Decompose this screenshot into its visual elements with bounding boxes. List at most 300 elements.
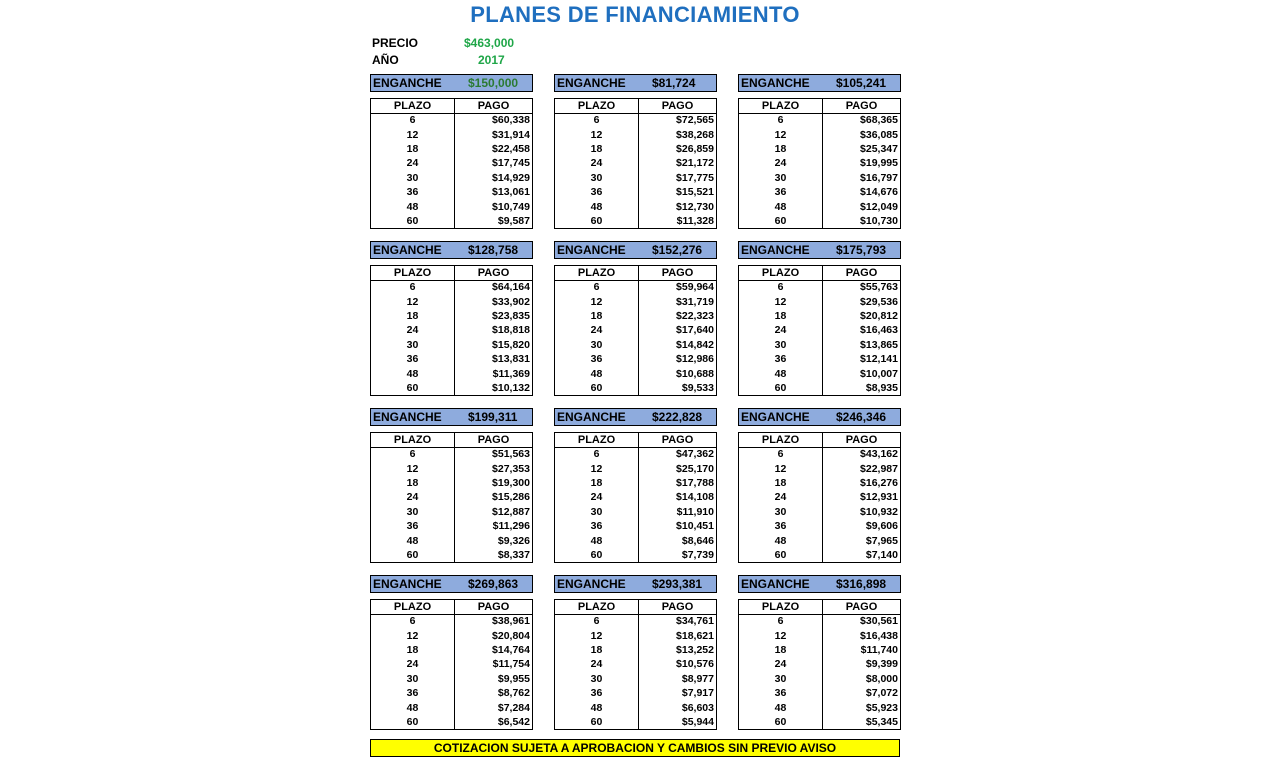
table-row	[739, 171, 901, 185]
table-row	[739, 185, 901, 199]
enganche-label: ENGANCHE	[373, 410, 442, 424]
disclaimer-banner: COTIZACION SUJETA A APROBACION Y CAMBIOS SIN PREVIO AVISO	[370, 739, 900, 757]
table-row	[555, 338, 717, 352]
plazo-cell: 12	[739, 295, 823, 309]
pago-cell: $9,533	[681, 381, 714, 394]
plazo-cell: 60	[555, 214, 639, 228]
plazo-cell: 18	[739, 643, 823, 657]
column-header-pago: PAGO	[455, 600, 533, 615]
plazo-cell: 30	[555, 338, 639, 352]
table-row	[739, 615, 901, 629]
pago-cell: $23,835	[492, 309, 530, 322]
pago-cell: $68,365	[860, 114, 898, 127]
enganche-amount: $152,276	[652, 243, 703, 257]
plazo-cell: 6	[739, 615, 823, 629]
table-row	[555, 462, 717, 476]
enganche-amount: $81,724	[652, 76, 696, 90]
pago-cell: $21,172	[676, 157, 714, 170]
plazo-cell: 48	[739, 200, 823, 214]
table-row	[739, 142, 901, 156]
pago-cell: $26,859	[676, 142, 714, 155]
table-row	[739, 534, 901, 548]
table-row	[555, 128, 717, 142]
pago-cell: $29,536	[860, 295, 898, 308]
pago-cell: $16,276	[860, 476, 898, 489]
plazo-cell: 30	[371, 338, 455, 352]
pago-cell: $11,740	[860, 643, 898, 656]
column-header-plazo: PLAZO	[555, 99, 639, 114]
table-row	[371, 171, 533, 185]
pago-cell: $6,542	[497, 715, 530, 728]
table-row	[739, 324, 901, 338]
enganche-header	[738, 74, 901, 92]
financing-plan	[554, 74, 717, 229]
plazo-cell: 18	[555, 309, 639, 323]
table-row	[371, 548, 533, 562]
plazo-cell: 12	[555, 295, 639, 309]
plazo-cell: 18	[371, 476, 455, 490]
plazo-cell: 30	[739, 505, 823, 519]
pago-cell: $9,399	[865, 658, 898, 671]
pago-cell: $7,917	[681, 687, 714, 700]
plazo-cell: 30	[371, 171, 455, 185]
column-header-plazo: PLAZO	[371, 99, 455, 114]
enganche-amount: $293,381	[652, 577, 703, 591]
pago-cell: $31,914	[492, 128, 530, 141]
plazo-cell: 48	[371, 701, 455, 715]
pago-cell: $14,108	[676, 491, 714, 504]
payment-table	[554, 98, 717, 229]
table-row	[371, 157, 533, 171]
plazo-cell: 6	[371, 615, 455, 629]
pago-cell: $9,587	[497, 214, 530, 227]
plazo-cell: 6	[739, 114, 823, 128]
plazo-cell: 18	[739, 476, 823, 490]
pago-cell: $36,085	[860, 128, 898, 141]
plazo-cell: 60	[371, 715, 455, 729]
plazo-cell: 18	[371, 142, 455, 156]
financing-plan	[554, 575, 717, 730]
column-header-pago: PAGO	[455, 99, 533, 114]
pago-cell: $17,775	[676, 171, 714, 184]
table-row	[739, 352, 901, 366]
pago-cell: $60,338	[492, 114, 530, 127]
pago-cell: $16,438	[860, 629, 898, 642]
enganche-label: ENGANCHE	[557, 410, 626, 424]
pago-cell: $17,745	[492, 157, 530, 170]
payment-table	[738, 599, 901, 730]
plazo-cell: 12	[739, 462, 823, 476]
plazo-cell: 12	[371, 629, 455, 643]
table-row	[371, 476, 533, 490]
enganche-header	[370, 241, 533, 259]
pago-cell: $5,923	[865, 701, 898, 714]
table-row	[371, 672, 533, 686]
plazo-cell: 30	[739, 338, 823, 352]
pago-cell: $34,761	[676, 615, 714, 628]
plazo-cell: 24	[371, 324, 455, 338]
pago-cell: $20,804	[492, 629, 530, 642]
table-row	[555, 142, 717, 156]
column-header-pago: PAGO	[823, 99, 901, 114]
column-header-pago: PAGO	[823, 600, 901, 615]
enganche-label: ENGANCHE	[741, 577, 810, 591]
table-row	[371, 462, 533, 476]
table-row	[371, 658, 533, 672]
pago-cell: $11,369	[492, 367, 530, 380]
pago-cell: $8,337	[497, 548, 530, 561]
pago-cell: $14,929	[492, 171, 530, 184]
plazo-cell: 36	[739, 686, 823, 700]
column-header-pago: PAGO	[639, 99, 717, 114]
plazo-cell: 60	[739, 548, 823, 562]
pago-cell: $72,565	[676, 114, 714, 127]
table-row	[555, 185, 717, 199]
column-header-plazo: PLAZO	[739, 266, 823, 281]
table-row	[739, 658, 901, 672]
plazo-cell: 18	[739, 309, 823, 323]
table-row	[371, 381, 533, 395]
payment-table	[554, 265, 717, 396]
column-header-pago: PAGO	[455, 433, 533, 448]
table-row	[555, 309, 717, 323]
plazo-cell: 36	[555, 352, 639, 366]
table-row	[739, 701, 901, 715]
plazo-cell: 48	[371, 200, 455, 214]
pago-cell: $7,072	[865, 687, 898, 700]
plazo-cell: 60	[555, 548, 639, 562]
payment-table	[370, 98, 533, 229]
pago-cell: $12,931	[860, 491, 898, 504]
pago-cell: $12,141	[860, 353, 898, 366]
pago-cell: $22,323	[676, 309, 714, 322]
enganche-header	[554, 408, 717, 426]
financing-plan	[738, 408, 901, 563]
table-row	[739, 281, 901, 295]
table-row	[555, 643, 717, 657]
plazo-cell: 48	[555, 701, 639, 715]
year-row	[372, 53, 505, 67]
table-row	[739, 491, 901, 505]
pago-cell: $7,739	[681, 548, 714, 561]
table-row	[555, 295, 717, 309]
plazo-cell: 24	[555, 658, 639, 672]
pago-cell: $14,764	[492, 643, 530, 656]
enganche-amount: $222,828	[652, 410, 703, 424]
pago-cell: $8,935	[865, 381, 898, 394]
table-row	[739, 114, 901, 128]
enganche-label: ENGANCHE	[373, 76, 442, 90]
plazo-cell: 24	[739, 157, 823, 171]
table-row	[555, 701, 717, 715]
plazo-cell: 60	[555, 715, 639, 729]
table-row	[555, 548, 717, 562]
column-header-pago: PAGO	[639, 266, 717, 281]
plazo-cell: 18	[555, 643, 639, 657]
plazo-cell: 60	[739, 715, 823, 729]
plazo-cell: 12	[371, 462, 455, 476]
plazo-cell: 48	[555, 200, 639, 214]
pago-cell: $7,140	[865, 548, 898, 561]
table-row	[739, 476, 901, 490]
payment-table	[370, 432, 533, 563]
table-row	[555, 200, 717, 214]
plazo-cell: 36	[555, 185, 639, 199]
pago-cell: $12,730	[676, 200, 714, 213]
column-header-plazo: PLAZO	[555, 600, 639, 615]
pago-cell: $12,049	[860, 200, 898, 213]
pago-cell: $31,719	[676, 295, 714, 308]
year-label: AÑO	[372, 53, 399, 67]
table-row	[739, 629, 901, 643]
financing-plan	[738, 74, 901, 229]
plazo-cell: 6	[555, 615, 639, 629]
table-row	[555, 214, 717, 228]
table-row	[555, 519, 717, 533]
column-header-pago: PAGO	[639, 600, 717, 615]
table-row	[371, 448, 533, 462]
plazo-cell: 6	[555, 448, 639, 462]
table-row	[555, 534, 717, 548]
plazo-cell: 12	[739, 629, 823, 643]
enganche-label: ENGANCHE	[373, 577, 442, 591]
table-row	[739, 200, 901, 214]
plazo-cell: 30	[371, 672, 455, 686]
pago-cell: $10,132	[492, 381, 530, 394]
table-row	[739, 338, 901, 352]
table-row	[371, 200, 533, 214]
table-row	[739, 715, 901, 729]
table-row	[371, 615, 533, 629]
pago-cell: $10,932	[860, 505, 898, 518]
table-row	[555, 157, 717, 171]
plazo-cell: 24	[371, 491, 455, 505]
enganche-header	[738, 241, 901, 259]
table-row	[371, 214, 533, 228]
plazo-cell: 24	[739, 324, 823, 338]
plazo-cell: 30	[555, 505, 639, 519]
financing-plan	[738, 575, 901, 730]
enganche-amount: $269,863	[468, 577, 519, 591]
plazo-cell: 12	[371, 128, 455, 142]
plazo-cell: 6	[739, 448, 823, 462]
plazo-cell: 24	[739, 658, 823, 672]
pago-cell: $8,762	[497, 687, 530, 700]
financing-plan	[738, 241, 901, 396]
table-row	[371, 114, 533, 128]
column-header-plazo: PLAZO	[371, 433, 455, 448]
table-row	[739, 214, 901, 228]
table-row	[371, 128, 533, 142]
financing-plan	[554, 241, 717, 396]
table-row	[739, 672, 901, 686]
table-row	[739, 381, 901, 395]
price-label: PRECIO	[372, 36, 419, 50]
enganche-label: ENGANCHE	[557, 76, 626, 90]
pago-cell: $12,986	[676, 353, 714, 366]
plazo-cell: 36	[739, 185, 823, 199]
financing-plan	[370, 408, 533, 563]
pago-cell: $10,730	[860, 214, 898, 227]
table-row	[739, 157, 901, 171]
table-row	[371, 142, 533, 156]
pago-cell: $7,965	[865, 534, 898, 547]
column-header-plazo: PLAZO	[555, 433, 639, 448]
price-row	[372, 36, 514, 50]
pago-cell: $59,964	[676, 281, 714, 294]
table-row	[371, 534, 533, 548]
plazo-cell: 18	[371, 643, 455, 657]
table-row	[555, 114, 717, 128]
pago-cell: $27,353	[492, 462, 530, 475]
pago-cell: $19,300	[492, 476, 530, 489]
plazo-cell: 36	[371, 519, 455, 533]
pago-cell: $10,451	[676, 520, 714, 533]
table-row	[371, 367, 533, 381]
price-value: $463,000	[464, 36, 515, 50]
table-row	[555, 672, 717, 686]
plazo-cell: 6	[739, 281, 823, 295]
column-header-plazo: PLAZO	[739, 99, 823, 114]
plazo-cell: 36	[371, 352, 455, 366]
table-row	[371, 491, 533, 505]
pago-cell: $13,831	[492, 353, 530, 366]
plazo-cell: 18	[555, 476, 639, 490]
pago-cell: $7,284	[497, 701, 530, 714]
table-row	[371, 309, 533, 323]
financing-plan	[370, 575, 533, 730]
plazo-cell: 6	[371, 114, 455, 128]
plazo-cell: 48	[371, 367, 455, 381]
pago-cell: $16,463	[860, 324, 898, 337]
table-row	[371, 338, 533, 352]
table-row	[371, 701, 533, 715]
enganche-header	[370, 408, 533, 426]
table-row	[555, 629, 717, 643]
enganche-label: ENGANCHE	[373, 243, 442, 257]
pago-cell: $43,162	[860, 448, 898, 461]
pago-cell: $10,749	[492, 200, 530, 213]
plazo-cell: 48	[555, 534, 639, 548]
table-row	[555, 352, 717, 366]
plazo-cell: 48	[739, 367, 823, 381]
plazo-cell: 30	[555, 171, 639, 185]
table-row	[371, 686, 533, 700]
enganche-amount: $150,000	[468, 76, 519, 90]
plazo-cell: 12	[555, 462, 639, 476]
table-row	[739, 548, 901, 562]
pago-cell: $5,944	[681, 715, 714, 728]
column-header-plazo: PLAZO	[739, 600, 823, 615]
plazo-cell: 60	[371, 381, 455, 395]
table-row	[739, 519, 901, 533]
enganche-header	[370, 74, 533, 92]
table-row	[371, 295, 533, 309]
financing-plan	[370, 74, 533, 229]
pago-cell: $17,788	[676, 476, 714, 489]
plazo-cell: 6	[371, 448, 455, 462]
pago-cell: $64,164	[492, 281, 530, 294]
table-row	[555, 448, 717, 462]
plazo-cell: 48	[739, 701, 823, 715]
pago-cell: $10,576	[676, 658, 714, 671]
pago-cell: $8,646	[681, 534, 714, 547]
enganche-label: ENGANCHE	[741, 410, 810, 424]
table-row	[555, 324, 717, 338]
plazo-cell: 6	[555, 281, 639, 295]
pago-cell: $13,865	[860, 338, 898, 351]
payment-table	[370, 265, 533, 396]
column-header-pago: PAGO	[823, 266, 901, 281]
pago-cell: $33,902	[492, 295, 530, 308]
table-row	[371, 352, 533, 366]
pago-cell: $20,812	[860, 309, 898, 322]
column-header-plazo: PLAZO	[371, 266, 455, 281]
plazo-cell: 60	[739, 214, 823, 228]
pago-cell: $16,797	[860, 171, 898, 184]
table-row	[555, 381, 717, 395]
plazo-cell: 36	[555, 519, 639, 533]
enganche-label: ENGANCHE	[557, 577, 626, 591]
column-header-plazo: PLAZO	[555, 266, 639, 281]
plazo-cell: 60	[371, 214, 455, 228]
pago-cell: $11,754	[492, 658, 530, 671]
pago-cell: $10,007	[860, 367, 898, 380]
table-row	[371, 643, 533, 657]
plazo-cell: 12	[555, 629, 639, 643]
table-row	[371, 519, 533, 533]
pago-cell: $25,347	[860, 142, 898, 155]
plazo-cell: 24	[555, 324, 639, 338]
plazo-cell: 48	[555, 367, 639, 381]
pago-cell: $14,842	[676, 338, 714, 351]
table-row	[371, 505, 533, 519]
pago-cell: $18,818	[492, 324, 530, 337]
plazo-cell: 6	[555, 114, 639, 128]
plazo-cell: 48	[371, 534, 455, 548]
enganche-label: ENGANCHE	[741, 76, 810, 90]
pago-cell: $11,328	[676, 214, 714, 227]
plazo-cell: 60	[371, 548, 455, 562]
table-row	[371, 185, 533, 199]
table-row	[371, 281, 533, 295]
pago-cell: $12,887	[492, 505, 530, 518]
financing-plan	[554, 408, 717, 563]
plazo-cell: 30	[555, 672, 639, 686]
pago-cell: $9,326	[497, 534, 530, 547]
pago-cell: $55,763	[860, 281, 898, 294]
plazo-cell: 18	[555, 142, 639, 156]
plazo-cell: 12	[555, 128, 639, 142]
page-title: PLANES DE FINANCIAMIENTO	[470, 2, 800, 27]
column-header-plazo: PLAZO	[371, 600, 455, 615]
table-row	[371, 324, 533, 338]
pago-cell: $5,345	[865, 715, 898, 728]
enganche-header	[554, 575, 717, 593]
enganche-header	[738, 575, 901, 593]
pago-cell: $13,252	[676, 643, 714, 656]
table-row	[555, 686, 717, 700]
pago-cell: $11,910	[676, 505, 714, 518]
table-row	[555, 505, 717, 519]
plazo-cell: 24	[739, 491, 823, 505]
table-row	[555, 171, 717, 185]
table-row	[739, 686, 901, 700]
table-row	[739, 309, 901, 323]
table-row	[739, 643, 901, 657]
payment-table	[738, 265, 901, 396]
table-row	[555, 615, 717, 629]
